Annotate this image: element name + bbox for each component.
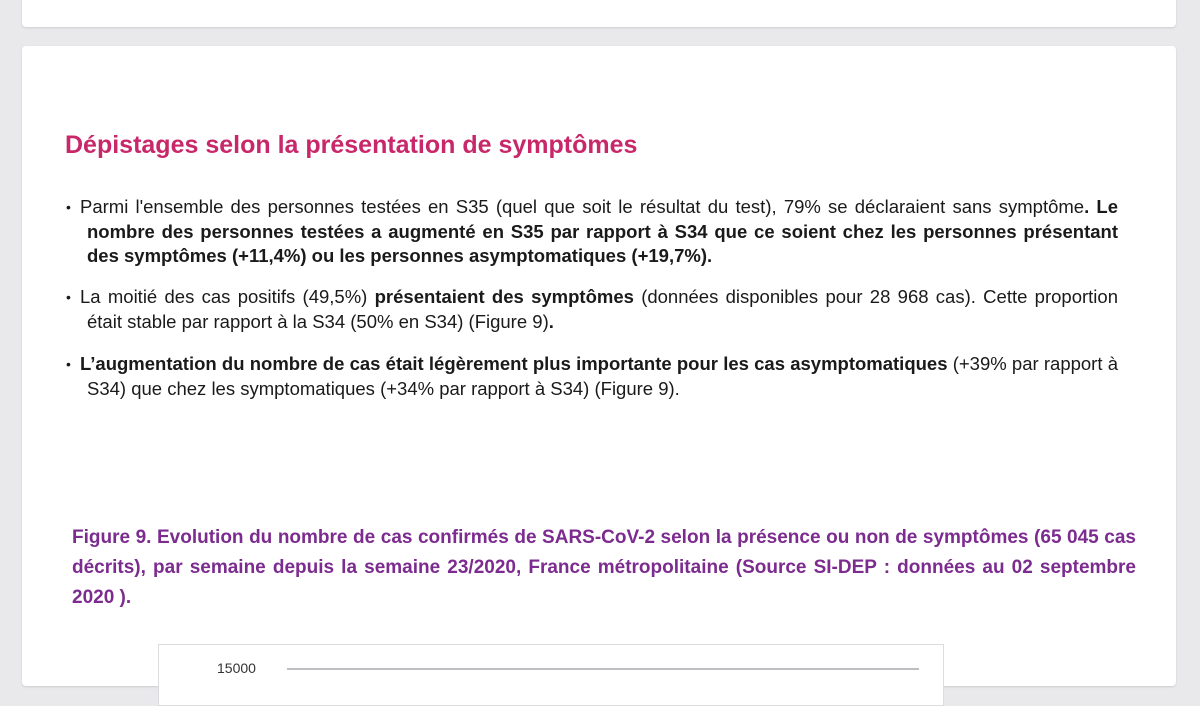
y-axis-tick-label: 15000	[217, 660, 256, 676]
figure-caption: Figure 9. Evolution du nombre de cas confirmés de SARS-CoV-2 selon la présence ou non de symptômes (65 045 cas décrits), par semaine depuis la semaine 23/2020, France métropolitaine (Source SI-DEP : données au 02 septembre 2020 ).	[72, 527, 1136, 608]
bullet-text	[66, 352, 1118, 401]
bullet-text-part-bold: présentaient des symptômes	[374, 286, 634, 307]
bullet-item-increase	[66, 352, 1118, 401]
bullet-text-part: (+39% par rapport à S34) que chez les symptomatiques (+34% par rapport à S34) (Figure 9).	[87, 353, 1118, 399]
bullet-text-part-bold: . Le nombre des personnes testées a augmenté en S35 par rapport à S34 que ce soient chez les personnes présentant des symptômes (+11,4%) ou les personnes asymptomatiques (+19,7%).	[87, 196, 1119, 266]
bullet-marker: •	[66, 356, 71, 372]
bullet-marker: •	[66, 199, 71, 215]
section-title: Dépistages selon la présentation de symptômes	[65, 131, 638, 159]
bullet-text-part-bold: L’augmentation du nombre de cas était légèrement plus importante pour les cas asymptomatiques	[80, 353, 948, 374]
figure-chart	[158, 644, 944, 706]
bullet-item-positive-cases	[66, 285, 1118, 334]
bullet-text	[66, 285, 1118, 334]
bullet-item-tests	[66, 195, 1118, 269]
bullet-text-part: Parmi l'ensemble des personnes testées en S35 (quel que soit le résultat du test), 79% se déclaraient sans symptôme	[80, 196, 1085, 217]
bullet-text-part: La moitié des cas positifs (49,5%)	[80, 286, 375, 307]
bullet-text-part-bold: .	[548, 310, 554, 332]
bullet-text	[66, 195, 1118, 269]
previous-page-fragment	[22, 0, 1176, 27]
y-axis-gridline	[287, 668, 919, 670]
bullet-text-part: (données disponibles pour 28 968 cas). Cette proportion était stable par rapport à la S34 (50% en S34) (Figure 9)	[87, 286, 1118, 332]
bullet-marker: •	[66, 289, 71, 305]
document-page	[22, 46, 1176, 686]
